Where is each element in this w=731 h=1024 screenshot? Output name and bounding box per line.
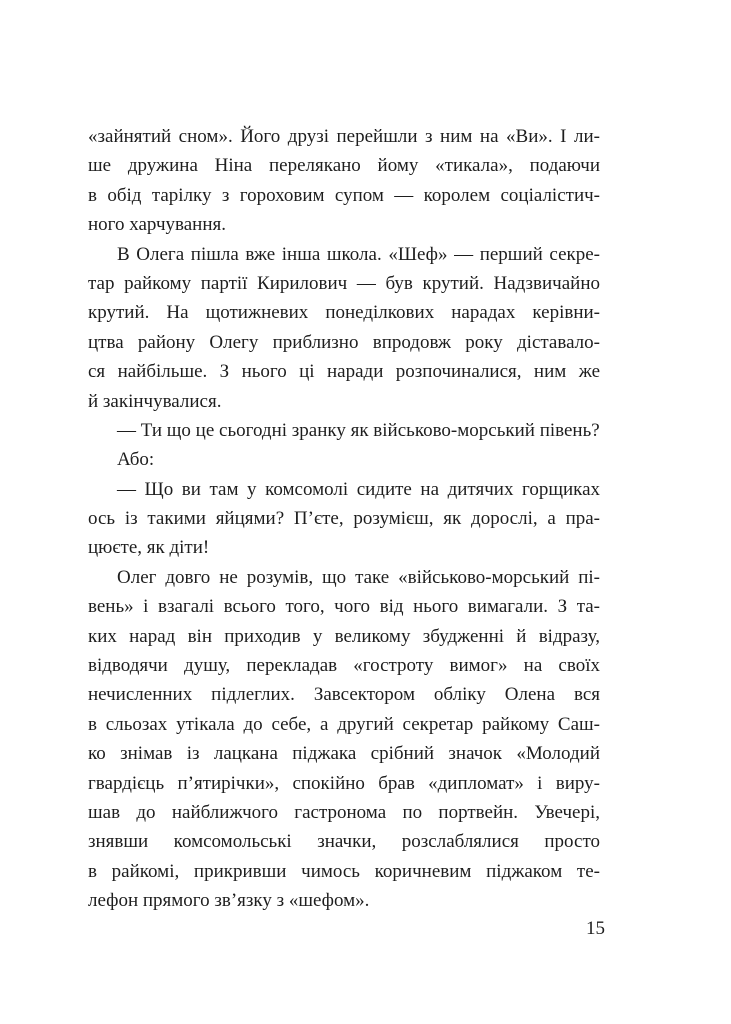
text-line: Олег довго не розумів, що таке «військово-морський пі- (117, 566, 600, 588)
text-line: ся найбільше. З нього ці наради розпочиналися, ним же (88, 361, 600, 383)
text-line: Або: (117, 449, 155, 471)
text-line: цтва району Олегу приблизно впродовж року діставало- (88, 331, 600, 353)
text-line: ких нарад він приходив у великому збудженні й відразу, (88, 625, 600, 647)
text-line: крутий. На щотижневих понеділкових нарадах керівни- (88, 302, 600, 324)
text-line: ко знімав із лацкана піджака срібний значок «Молодий (88, 743, 600, 765)
text-line: ного харчування. (88, 214, 226, 236)
text-line: знявши комсомольські значки, розслаблялися просто (88, 831, 600, 853)
page-number: 15 (586, 918, 605, 939)
text-line: ше дружина Ніна перелякано йому «тикала», подаючи (88, 155, 600, 177)
text-line: ось із такими яйцями? П’єте, розумієш, як дорослі, а пра- (88, 508, 600, 530)
text-line: нечисленних підлеглих. Завсектором обліку Олена вся (88, 684, 600, 706)
text-line: й закінчувалися. (88, 390, 222, 412)
text-line: лефон прямого зв’язку з «шефом». (88, 890, 370, 912)
text-line: шав до найближчого гастронома по портвейн. Увечері, (88, 801, 600, 823)
dialogue-line: — Що ви там у комсомолі сидите на дитячих горщиках (117, 478, 600, 500)
text-line: тар райкому партії Кирилович — був крутий. Надзвичайно (88, 272, 600, 294)
text-line: в сльозах утікала до себе, а другий секретар райкому Саш- (88, 713, 600, 735)
text-line: гвардієць п’ятирічки», спокійно брав «дипломат» і виру- (88, 772, 600, 794)
text-line: вень» і взагалі всього того, чого від нього вимагали. З та- (88, 596, 600, 618)
text-line: «зайнятий сном». Його друзі перейшли з ним на «Ви». І ли- (88, 126, 600, 147)
text-line: відводячи душу, перекладав «гостроту вимог» на своїх (88, 655, 600, 677)
text-line: в райкомі, прикривши чимось коричневим піджаком те- (88, 860, 600, 882)
dialogue-line: — Ти що це сьогодні зранку як військово-морський півень? (117, 419, 600, 441)
body-text (88, 122, 600, 916)
text-line: цюєте, як діти! (88, 537, 210, 559)
text-line: в обід тарілку з гороховим супом — королем соціалістич- (88, 184, 600, 206)
text-line: В Олега пішла вже інша школа. «Шеф» — перший секре- (117, 243, 600, 265)
